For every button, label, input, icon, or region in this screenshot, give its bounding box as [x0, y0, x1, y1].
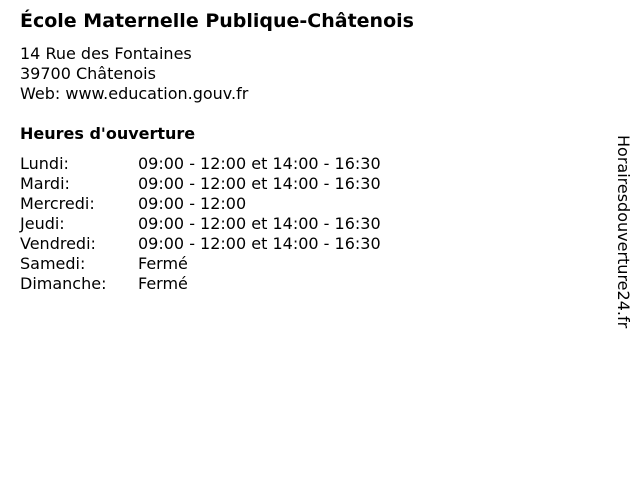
city-address: 39700 Châtenois [20, 64, 156, 83]
day-times: 09:00 - 12:00 et 14:00 - 16:30 [138, 154, 381, 173]
day-label: Mercredi: [20, 194, 95, 213]
hours-row-monday [20, 154, 381, 174]
day-label: Mardi: [20, 174, 70, 193]
day-label: Dimanche: [20, 274, 107, 293]
hours-table [20, 154, 381, 294]
watermark-text: Horairesdouverture24.fr [614, 135, 633, 329]
hours-row-wednesday [20, 194, 381, 214]
hours-heading: Heures d'ouverture [20, 124, 196, 143]
hours-row-tuesday [20, 174, 381, 194]
day-label: Lundi: [20, 154, 69, 173]
day-times: 09:00 - 12:00 [138, 194, 247, 213]
hours-row-thursday [20, 214, 381, 234]
day-times: 09:00 - 12:00 et 14:00 - 16:30 [138, 214, 381, 233]
page-title: École Maternelle Publique-Châtenois [20, 10, 414, 32]
hours-row-sunday [20, 274, 381, 294]
day-label: Jeudi: [20, 214, 65, 233]
hours-row-saturday [20, 254, 381, 274]
hours-row-friday [20, 234, 381, 254]
day-label: Samedi: [20, 254, 86, 273]
street-address: 14 Rue des Fontaines [20, 44, 192, 63]
address-block [20, 44, 248, 104]
day-label: Vendredi: [20, 234, 96, 253]
day-times: Fermé [138, 274, 188, 293]
day-times: Fermé [138, 254, 188, 273]
day-times: 09:00 - 12:00 et 14:00 - 16:30 [138, 234, 381, 253]
day-times: 09:00 - 12:00 et 14:00 - 16:30 [138, 174, 381, 193]
website-text: Web: www.education.gouv.fr [20, 84, 249, 103]
